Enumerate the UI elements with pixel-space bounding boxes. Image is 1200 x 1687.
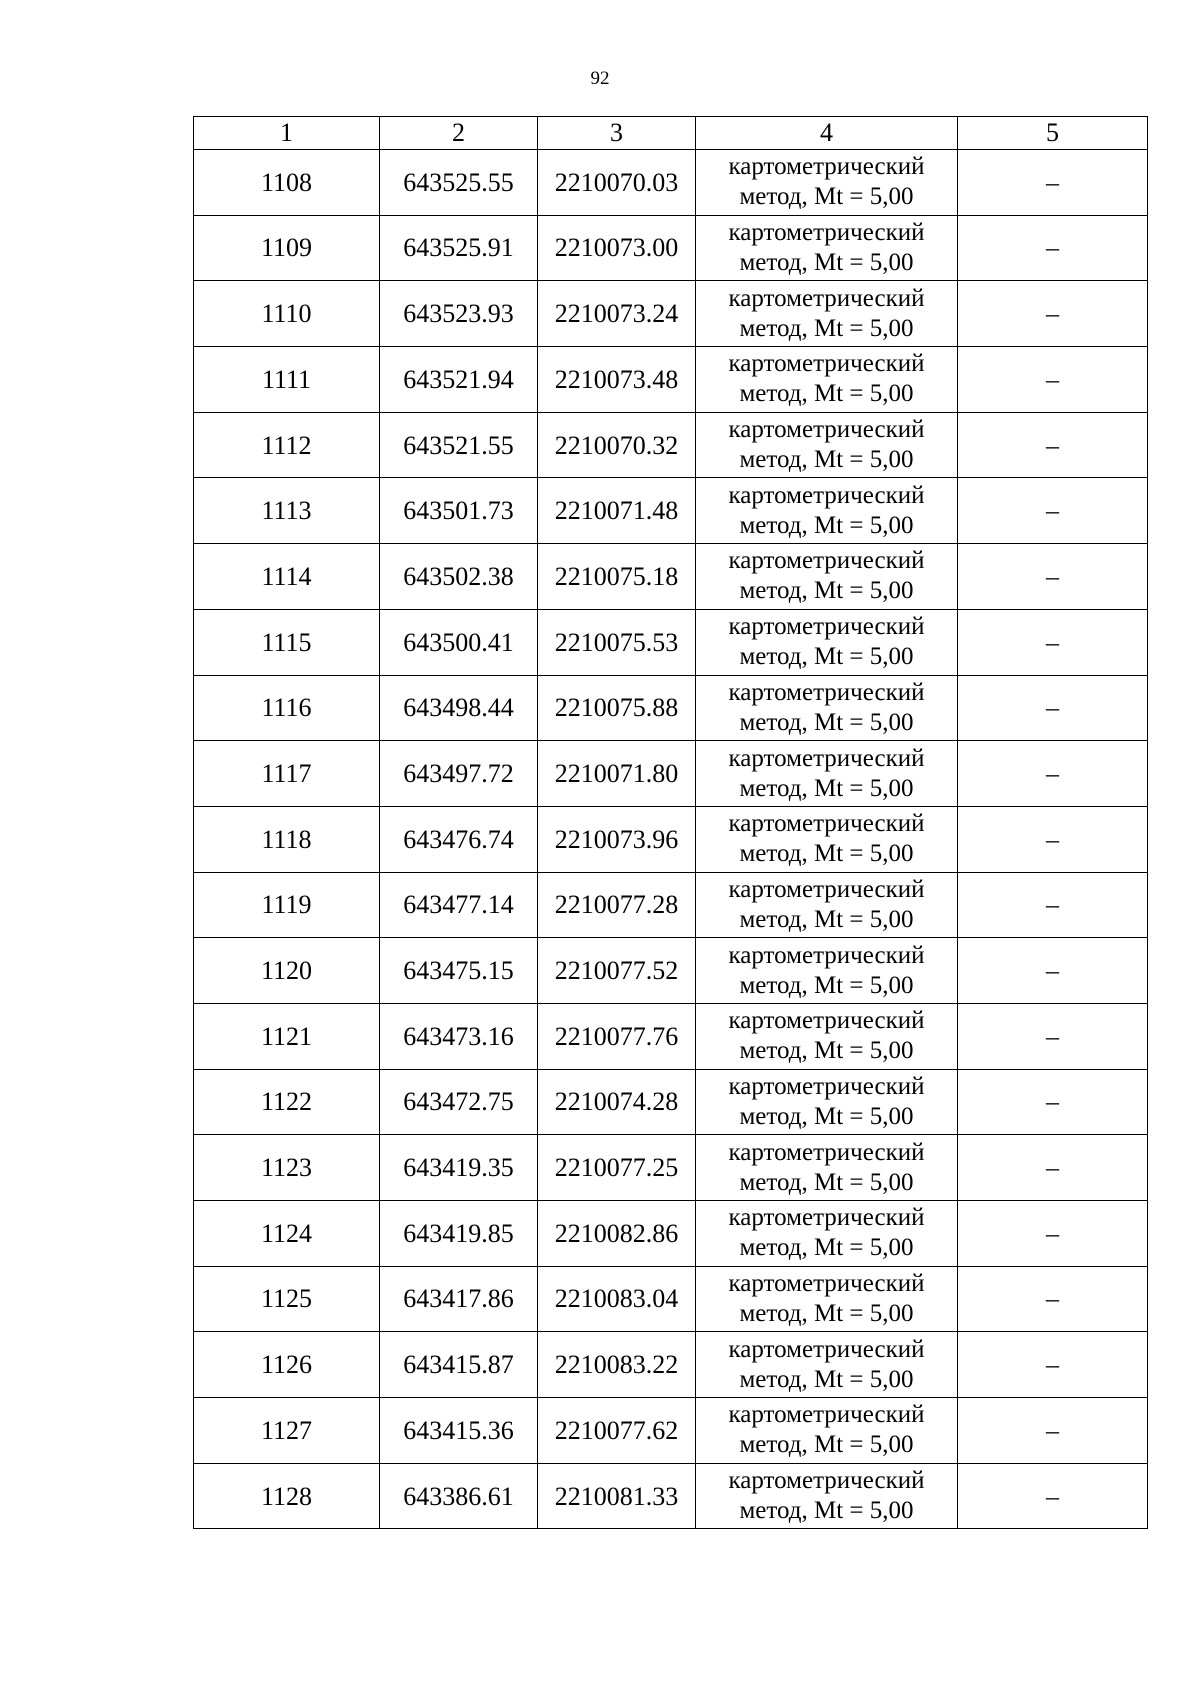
- note-cell: –: [958, 1201, 1148, 1267]
- x-coordinate-cell: 643476.74: [380, 806, 538, 872]
- point-id-cell: 1122: [194, 1069, 380, 1135]
- header-col-4: 4: [696, 117, 958, 150]
- note-cell: –: [958, 1003, 1148, 1069]
- point-id-cell: 1124: [194, 1201, 380, 1267]
- x-coordinate-cell: 643525.91: [380, 215, 538, 281]
- method-line-1: картометрический: [728, 1335, 925, 1363]
- method-line-2: метод, Mt = 5,00: [739, 249, 914, 277]
- y-coordinate-cell: 2210077.62: [538, 1398, 696, 1464]
- method-line-2: метод, Mt = 5,00: [739, 1102, 914, 1130]
- method-line-2: метод, Mt = 5,00: [739, 1431, 914, 1459]
- note-cell: –: [958, 938, 1148, 1004]
- header-col-5: 5: [958, 117, 1148, 150]
- y-coordinate-cell: 2210077.28: [538, 872, 696, 938]
- method-line-2: метод, Mt = 5,00: [739, 643, 914, 671]
- method-line-2: метод, Mt = 5,00: [739, 380, 914, 408]
- x-coordinate-cell: 643497.72: [380, 741, 538, 807]
- method-line-1: картометрический: [728, 153, 925, 181]
- note-cell: –: [958, 1398, 1148, 1464]
- table-row: [194, 1201, 1148, 1267]
- x-coordinate-cell: 643521.94: [380, 347, 538, 413]
- table-row: [194, 1332, 1148, 1398]
- point-id-cell: 1114: [194, 544, 380, 610]
- y-coordinate-cell: 2210083.22: [538, 1332, 696, 1398]
- note-cell: –: [958, 281, 1148, 347]
- y-coordinate-cell: 2210070.03: [538, 150, 696, 216]
- x-coordinate-cell: 643500.41: [380, 609, 538, 675]
- method-cell: [696, 938, 958, 1004]
- x-coordinate-cell: 643521.55: [380, 412, 538, 478]
- method-line-1: картометрический: [728, 416, 925, 444]
- point-id-cell: 1127: [194, 1398, 380, 1464]
- point-id-cell: 1115: [194, 609, 380, 675]
- note-cell: –: [958, 478, 1148, 544]
- table-row: [194, 347, 1148, 413]
- method-line-2: метод, Mt = 5,00: [739, 708, 914, 736]
- table-row: [194, 1003, 1148, 1069]
- method-line-2: метод, Mt = 5,00: [739, 840, 914, 868]
- method-line-2: метод, Mt = 5,00: [739, 183, 914, 211]
- y-coordinate-cell: 2210083.04: [538, 1266, 696, 1332]
- point-id-cell: 1117: [194, 741, 380, 807]
- note-cell: –: [958, 1463, 1148, 1529]
- method-line-1: картометрический: [728, 1270, 925, 1298]
- point-id-cell: 1120: [194, 938, 380, 1004]
- x-coordinate-cell: 643475.15: [380, 938, 538, 1004]
- table-row: [194, 1135, 1148, 1201]
- method-line-2: метод, Mt = 5,00: [739, 774, 914, 802]
- x-coordinate-cell: 643523.93: [380, 281, 538, 347]
- y-coordinate-cell: 2210073.48: [538, 347, 696, 413]
- method-cell: [696, 1069, 958, 1135]
- point-id-cell: 1121: [194, 1003, 380, 1069]
- method-line-2: метод, Mt = 5,00: [739, 1037, 914, 1065]
- method-cell: [696, 609, 958, 675]
- method-line-1: картометрический: [728, 941, 925, 969]
- x-coordinate-cell: 643502.38: [380, 544, 538, 610]
- note-cell: –: [958, 1069, 1148, 1135]
- note-cell: –: [958, 741, 1148, 807]
- method-cell: [696, 1266, 958, 1332]
- y-coordinate-cell: 2210074.28: [538, 1069, 696, 1135]
- method-line-1: картометрический: [728, 1401, 925, 1429]
- method-line-1: картометрический: [728, 678, 925, 706]
- method-cell: [696, 1463, 958, 1529]
- y-coordinate-cell: 2210077.52: [538, 938, 696, 1004]
- x-coordinate-cell: 643473.16: [380, 1003, 538, 1069]
- y-coordinate-cell: 2210073.96: [538, 806, 696, 872]
- x-coordinate-cell: 643386.61: [380, 1463, 538, 1529]
- y-coordinate-cell: 2210082.86: [538, 1201, 696, 1267]
- table-header: [194, 117, 1148, 150]
- point-id-cell: 1123: [194, 1135, 380, 1201]
- point-id-cell: 1119: [194, 872, 380, 938]
- y-coordinate-cell: 2210081.33: [538, 1463, 696, 1529]
- method-line-1: картометрический: [728, 1007, 925, 1035]
- y-coordinate-cell: 2210073.00: [538, 215, 696, 281]
- x-coordinate-cell: 643501.73: [380, 478, 538, 544]
- table-row: [194, 1069, 1148, 1135]
- note-cell: –: [958, 675, 1148, 741]
- method-line-1: картометрический: [728, 875, 925, 903]
- method-line-1: картометрический: [728, 1467, 925, 1495]
- method-cell: [696, 215, 958, 281]
- note-cell: –: [958, 806, 1148, 872]
- table-body: [194, 150, 1148, 1529]
- x-coordinate-cell: 643415.87: [380, 1332, 538, 1398]
- method-line-2: метод, Mt = 5,00: [739, 905, 914, 933]
- y-coordinate-cell: 2210071.80: [538, 741, 696, 807]
- method-cell: [696, 1398, 958, 1464]
- table-row: [194, 741, 1148, 807]
- method-cell: [696, 544, 958, 610]
- table-row: [194, 544, 1148, 610]
- point-id-cell: 1126: [194, 1332, 380, 1398]
- y-coordinate-cell: 2210075.18: [538, 544, 696, 610]
- method-line-1: картометрический: [728, 744, 925, 772]
- method-line-2: метод, Mt = 5,00: [739, 511, 914, 539]
- method-line-2: метод, Mt = 5,00: [739, 446, 914, 474]
- method-line-1: картометрический: [728, 613, 925, 641]
- point-id-cell: 1109: [194, 215, 380, 281]
- note-cell: –: [958, 1332, 1148, 1398]
- method-line-1: картометрический: [728, 219, 925, 247]
- method-line-1: картометрический: [728, 284, 925, 312]
- method-line-1: картометрический: [728, 1138, 925, 1166]
- point-id-cell: 1125: [194, 1266, 380, 1332]
- method-cell: [696, 347, 958, 413]
- method-line-1: картометрический: [728, 1072, 925, 1100]
- note-cell: –: [958, 412, 1148, 478]
- table-row: [194, 215, 1148, 281]
- y-coordinate-cell: 2210077.25: [538, 1135, 696, 1201]
- method-cell: [696, 1135, 958, 1201]
- method-line-2: метод, Mt = 5,00: [739, 1168, 914, 1196]
- header-col-1: 1: [194, 117, 380, 150]
- note-cell: –: [958, 609, 1148, 675]
- x-coordinate-cell: 643472.75: [380, 1069, 538, 1135]
- point-id-cell: 1116: [194, 675, 380, 741]
- method-line-1: картометрический: [728, 350, 925, 378]
- method-line-1: картометрический: [728, 547, 925, 575]
- point-id-cell: 1128: [194, 1463, 380, 1529]
- note-cell: –: [958, 215, 1148, 281]
- method-line-2: метод, Mt = 5,00: [739, 1234, 914, 1262]
- point-id-cell: 1112: [194, 412, 380, 478]
- table-row: [194, 1463, 1148, 1529]
- table-row: [194, 281, 1148, 347]
- coordinates-table: [193, 116, 1148, 1529]
- y-coordinate-cell: 2210073.24: [538, 281, 696, 347]
- table-row: [194, 150, 1148, 216]
- header-col-2: 2: [380, 117, 538, 150]
- note-cell: –: [958, 347, 1148, 413]
- method-line-2: метод, Mt = 5,00: [739, 1365, 914, 1393]
- table-row: [194, 1266, 1148, 1332]
- method-cell: [696, 412, 958, 478]
- y-coordinate-cell: 2210075.88: [538, 675, 696, 741]
- method-cell: [696, 741, 958, 807]
- header-col-3: 3: [538, 117, 696, 150]
- method-line-2: метод, Mt = 5,00: [739, 1300, 914, 1328]
- method-line-1: картометрический: [728, 1204, 925, 1232]
- table-row: [194, 609, 1148, 675]
- table-row: [194, 478, 1148, 544]
- method-cell: [696, 1003, 958, 1069]
- table-row: [194, 675, 1148, 741]
- note-cell: –: [958, 150, 1148, 216]
- note-cell: –: [958, 1266, 1148, 1332]
- header-row: [194, 117, 1148, 150]
- method-line-2: метод, Mt = 5,00: [739, 971, 914, 999]
- note-cell: –: [958, 544, 1148, 610]
- method-cell: [696, 150, 958, 216]
- point-id-cell: 1111: [194, 347, 380, 413]
- table-row: [194, 806, 1148, 872]
- table-row: [194, 1398, 1148, 1464]
- x-coordinate-cell: 643417.86: [380, 1266, 538, 1332]
- point-id-cell: 1108: [194, 150, 380, 216]
- method-cell: [696, 281, 958, 347]
- method-line-2: метод, Mt = 5,00: [739, 314, 914, 342]
- table-row: [194, 938, 1148, 1004]
- x-coordinate-cell: 643498.44: [380, 675, 538, 741]
- x-coordinate-cell: 643477.14: [380, 872, 538, 938]
- point-id-cell: 1110: [194, 281, 380, 347]
- x-coordinate-cell: 643415.36: [380, 1398, 538, 1464]
- method-line-1: картометрический: [728, 481, 925, 509]
- x-coordinate-cell: 643419.85: [380, 1201, 538, 1267]
- y-coordinate-cell: 2210071.48: [538, 478, 696, 544]
- method-cell: [696, 1332, 958, 1398]
- x-coordinate-cell: 643419.35: [380, 1135, 538, 1201]
- note-cell: –: [958, 872, 1148, 938]
- page-number: 92: [590, 68, 610, 89]
- table-row: [194, 412, 1148, 478]
- point-id-cell: 1113: [194, 478, 380, 544]
- point-id-cell: 1118: [194, 806, 380, 872]
- y-coordinate-cell: 2210075.53: [538, 609, 696, 675]
- method-line-1: картометрический: [728, 810, 925, 838]
- x-coordinate-cell: 643525.55: [380, 150, 538, 216]
- method-cell: [696, 478, 958, 544]
- y-coordinate-cell: 2210070.32: [538, 412, 696, 478]
- method-cell: [696, 872, 958, 938]
- method-line-2: метод, Mt = 5,00: [739, 1497, 914, 1525]
- note-cell: –: [958, 1135, 1148, 1201]
- method-line-2: метод, Mt = 5,00: [739, 577, 914, 605]
- method-cell: [696, 675, 958, 741]
- table-row: [194, 872, 1148, 938]
- y-coordinate-cell: 2210077.76: [538, 1003, 696, 1069]
- method-cell: [696, 806, 958, 872]
- method-cell: [696, 1201, 958, 1267]
